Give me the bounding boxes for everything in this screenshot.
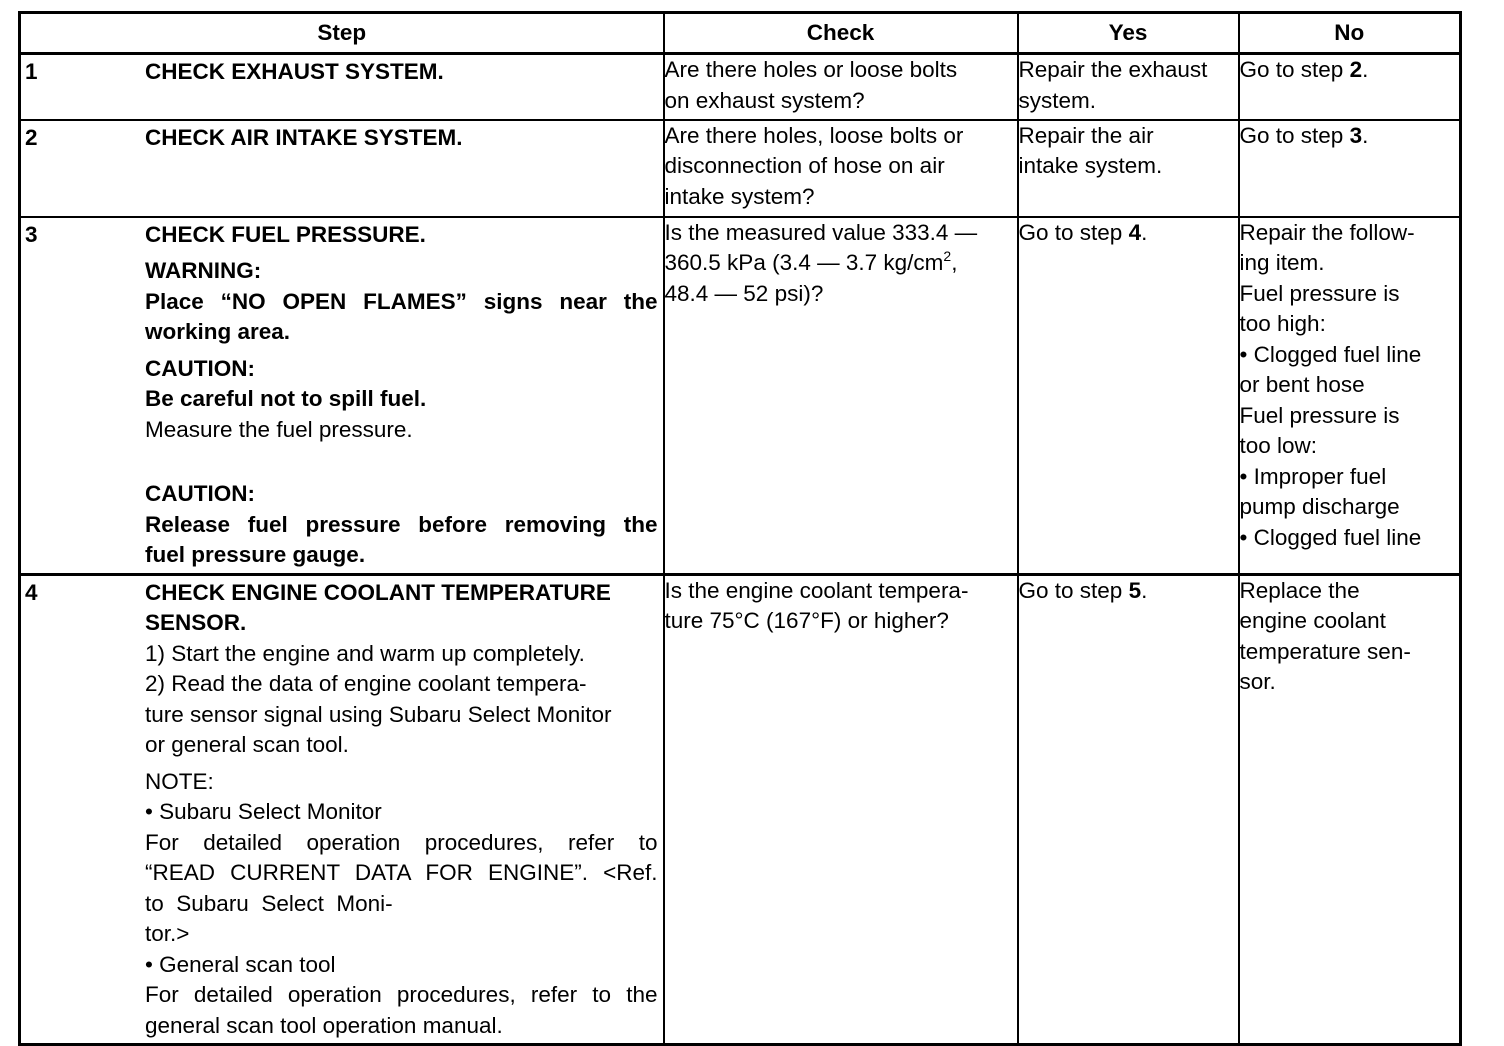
step-title: CHECK EXHAUST SYSTEM. bbox=[145, 59, 444, 84]
table-row bbox=[20, 120, 1461, 217]
check-text: intake system? bbox=[664, 183, 815, 209]
step-number: 4 bbox=[25, 579, 38, 605]
no-text: sor. bbox=[1239, 669, 1276, 694]
check-text: Is the measured value 333.4 — bbox=[664, 219, 978, 245]
header-no: No bbox=[1239, 13, 1461, 54]
instruction-text: Measure the fuel pressure. bbox=[145, 416, 413, 442]
no-step-ref: 3 bbox=[1349, 122, 1363, 148]
yes-step-ref: 4 bbox=[1128, 219, 1142, 245]
no-text: Fuel pressure is bbox=[1239, 402, 1400, 428]
no-text: or bent hose bbox=[1239, 372, 1365, 397]
step-cell bbox=[20, 217, 664, 575]
warning-text: Place “NO OPEN FLAMES” signs near the bbox=[145, 288, 658, 314]
step-title: CHECK AIR INTAKE SYSTEM. bbox=[145, 124, 463, 150]
warning-text: working area. bbox=[145, 319, 291, 344]
warning-label: WARNING: bbox=[145, 258, 262, 283]
no-text: • Clogged fuel line bbox=[1239, 341, 1422, 367]
no-text-suffix: . bbox=[1362, 57, 1369, 82]
check-text: ture 75°C (167°F) or higher? bbox=[664, 608, 949, 633]
note-text: to Subaru Select Moni- bbox=[145, 890, 393, 916]
step-cell bbox=[20, 120, 664, 217]
check-text: Are there holes, loose bolts or bbox=[664, 122, 964, 148]
no-text bbox=[1240, 55, 1460, 86]
yes-step-ref: 5 bbox=[1128, 577, 1142, 603]
no-text: ing item. bbox=[1239, 250, 1325, 275]
check-cell bbox=[664, 217, 1018, 575]
no-text: too high: bbox=[1239, 311, 1326, 336]
procedure-text: ture sensor signal using Subaru Select Monitor bbox=[145, 701, 612, 727]
no-text: Fuel pressure is bbox=[1239, 280, 1400, 306]
no-text-prefix: Go to step bbox=[1239, 122, 1350, 148]
step-number: 1 bbox=[25, 59, 38, 84]
no-text-prefix: Go to step bbox=[1239, 57, 1350, 82]
no-text bbox=[1240, 121, 1460, 152]
yes-text-prefix: Go to step bbox=[1018, 577, 1129, 603]
check-text: Is the engine coolant tempera- bbox=[664, 577, 969, 603]
caution-text: Be careful not to spill fuel. bbox=[145, 386, 427, 411]
caution-label: CAUTION: bbox=[145, 481, 255, 506]
no-text: too low: bbox=[1239, 433, 1318, 458]
procedure-text: 1) Start the engine and warm up completely. bbox=[145, 640, 585, 666]
caution-label: CAUTION: bbox=[145, 355, 255, 381]
note-text: For detailed operation procedures, refer to the bbox=[145, 982, 658, 1007]
yes-text: system. bbox=[1018, 87, 1097, 113]
diagnostic-table bbox=[18, 11, 1462, 1046]
table-row bbox=[20, 574, 1461, 1045]
check-text: Are there holes or loose bolts bbox=[664, 57, 958, 82]
note-text: For detailed operation procedures, refer to bbox=[145, 829, 658, 855]
yes-text-prefix: Go to step bbox=[1018, 219, 1129, 245]
check-text bbox=[665, 248, 1017, 279]
step-cell bbox=[20, 574, 664, 1045]
no-text: pump discharge bbox=[1239, 494, 1400, 519]
no-text: • Improper fuel bbox=[1239, 463, 1387, 489]
check-cell bbox=[664, 54, 1018, 120]
header-step: Step bbox=[20, 13, 664, 54]
step-title: CHECK FUEL PRESSURE. bbox=[145, 221, 426, 247]
no-cell bbox=[1239, 54, 1461, 120]
no-text: temperature sen- bbox=[1239, 638, 1411, 664]
yes-cell bbox=[1018, 54, 1239, 120]
no-step-ref: 2 bbox=[1349, 57, 1363, 82]
check-text: on exhaust system? bbox=[664, 87, 865, 113]
note-text: • Subaru Select Monitor bbox=[145, 799, 382, 824]
yes-text bbox=[1019, 218, 1238, 249]
step-title: SENSOR. bbox=[145, 610, 247, 635]
caution-text: Release fuel pressure before removing the bbox=[145, 511, 658, 537]
step-cell bbox=[20, 54, 664, 120]
yes-cell bbox=[1018, 217, 1239, 575]
table-row bbox=[20, 217, 1461, 575]
no-text: • Clogged fuel line bbox=[1239, 524, 1422, 550]
no-text: Replace the bbox=[1239, 577, 1360, 603]
yes-text-suffix: . bbox=[1141, 577, 1148, 603]
yes-cell bbox=[1018, 574, 1239, 1045]
note-text: • General scan tool bbox=[145, 951, 336, 977]
procedure-text: or general scan tool. bbox=[145, 732, 349, 757]
note-text: tor.> bbox=[145, 921, 190, 946]
step-number: 3 bbox=[25, 221, 38, 247]
yes-cell bbox=[1018, 120, 1239, 217]
yes-text: Repair the exhaust bbox=[1018, 57, 1208, 82]
check-cell bbox=[664, 574, 1018, 1045]
check-cell bbox=[664, 120, 1018, 217]
check-text: disconnection of hose on air bbox=[664, 153, 945, 178]
check-text-part: , bbox=[951, 250, 958, 275]
header-row bbox=[20, 13, 1461, 54]
caution-text: fuel pressure gauge. bbox=[145, 542, 366, 567]
no-text: engine coolant bbox=[1239, 608, 1386, 633]
no-text: Repair the follow- bbox=[1239, 219, 1415, 245]
step-number: 2 bbox=[25, 124, 38, 150]
superscript: 2 bbox=[943, 248, 952, 264]
no-text-suffix: . bbox=[1362, 122, 1369, 148]
procedure-text: 2) Read the data of engine coolant tempera- bbox=[145, 671, 587, 696]
note-text: general scan tool operation manual. bbox=[145, 1012, 503, 1038]
no-cell bbox=[1239, 217, 1461, 575]
note-text: “READ CURRENT DATA FOR ENGINE”. <Ref. bbox=[145, 860, 658, 885]
no-cell bbox=[1239, 574, 1461, 1045]
check-text: 48.4 — 52 psi)? bbox=[664, 280, 824, 306]
yes-text bbox=[1019, 576, 1238, 607]
yes-text: intake system. bbox=[1018, 153, 1163, 178]
note-label: NOTE: bbox=[145, 768, 214, 794]
header-check: Check bbox=[664, 13, 1018, 54]
step-title: CHECK ENGINE COOLANT TEMPERATURE bbox=[145, 579, 611, 605]
yes-text: Repair the air bbox=[1018, 122, 1154, 148]
table-row bbox=[20, 54, 1461, 120]
yes-text-suffix: . bbox=[1141, 219, 1148, 245]
header-yes: Yes bbox=[1018, 13, 1239, 54]
no-cell bbox=[1239, 120, 1461, 217]
check-text-part: 360.5 kPa (3.4 — 3.7 kg/cm bbox=[664, 250, 944, 275]
